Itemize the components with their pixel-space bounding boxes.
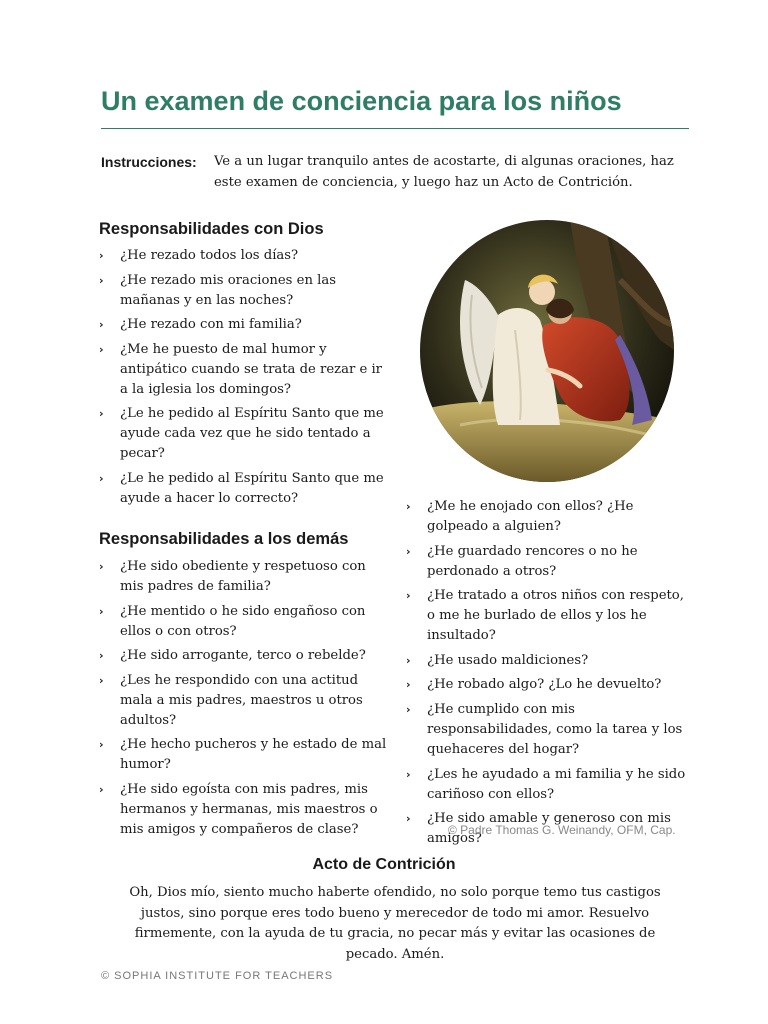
list-item — [99, 271, 389, 311]
chevron-right-icon: › — [99, 673, 104, 687]
chevron-right-icon: › — [406, 544, 411, 558]
chevron-right-icon: › — [99, 649, 104, 663]
list-item — [99, 557, 389, 597]
list-item-text: ¿Les he ayudado a mi familia y he sido cariñoso con ellos? — [427, 766, 686, 802]
chevron-right-icon: › — [99, 249, 104, 262]
list-item-text: ¿He tratado a otros niños con respeto, o me he burlado de ellos y los he insultado? — [427, 588, 684, 644]
list-item-text: ¿He sido arrogante, terco o rebelde? — [120, 648, 366, 664]
chevron-right-icon: › — [406, 812, 411, 826]
chevron-right-icon: › — [99, 342, 104, 356]
title-divider — [101, 128, 689, 129]
list-item — [99, 780, 389, 840]
footer-copyright: © SOPHIA INSTITUTE FOR TEACHERS — [101, 970, 334, 982]
chevron-right-icon: › — [99, 273, 104, 287]
list-item-text: ¿He sido amable y generoso con mis amigos? — [427, 811, 671, 847]
list-item — [99, 646, 389, 666]
list-item-text: ¿Le he pedido al Espíritu Santo que me ayude a hacer lo correcto? — [120, 470, 384, 506]
list-item — [99, 246, 389, 266]
list-item-text: ¿He cumplido con mis responsabilidades, como la tarea y los quehaceres del hogar? — [427, 701, 683, 757]
list-item — [99, 469, 389, 509]
list-item-text: ¿He hecho pucheros y he estado de mal humor? — [120, 737, 387, 773]
list-item — [99, 340, 389, 400]
section-heading-god: Responsabilidades con Dios — [99, 220, 324, 238]
instructions-text: Ve a un lugar tranquilo antes de acostarte, di algunas oraciones, haz este examen de conciencia, y luego haz un Acto de Contrición. — [214, 154, 674, 190]
list-item — [406, 765, 696, 805]
list-others-continued — [406, 497, 696, 854]
list-item-text: ¿He robado algo? ¿Lo he devuelto? — [427, 677, 662, 693]
chevron-right-icon: › — [99, 604, 104, 618]
list-item — [406, 542, 696, 582]
list-item — [406, 497, 696, 537]
chevron-right-icon: › — [406, 767, 411, 781]
list-item-text: ¿He rezado con mi familia? — [120, 317, 302, 333]
chevron-right-icon: › — [99, 738, 104, 752]
list-item-text: ¿Le he pedido al Espíritu Santo que me ayude cada vez que he sido tentado a pecar? — [120, 406, 384, 462]
list-item — [99, 315, 389, 335]
acto-heading: Acto de Contrición — [312, 856, 456, 873]
list-others — [99, 557, 389, 845]
list-item — [406, 586, 696, 646]
list-item-text: ¿He rezado mis oraciones en las mañanas y en las noches? — [120, 272, 336, 308]
chevron-right-icon: › — [406, 500, 411, 513]
chevron-right-icon: › — [99, 407, 104, 421]
list-item-text: ¿He sido egoísta con mis padres, mis hermanos y hermanas, mis maestros o mis amigos y compañeros de clase? — [120, 781, 378, 837]
list-item-text: ¿Me he puesto de mal humor y antipático cuando se trata de rezar e ir a la iglesia los domingos? — [120, 341, 382, 397]
instructions-label: Instrucciones: — [101, 154, 197, 170]
list-item — [406, 700, 696, 760]
list-item-text: ¿Me he enojado con ellos? ¿He golpeado a alguien? — [427, 499, 634, 534]
list-item-text: ¿He usado maldiciones? — [427, 652, 589, 668]
list-item — [406, 675, 696, 695]
list-item — [99, 404, 389, 464]
gethsemane-illustration — [420, 220, 674, 482]
chevron-right-icon: › — [99, 318, 104, 332]
chevron-right-icon: › — [99, 471, 104, 485]
chevron-right-icon: › — [406, 589, 411, 603]
list-item-text: ¿He mentido o he sido engañoso con ellos o con otros? — [120, 603, 366, 639]
list-item-text: ¿He sido obediente y respetuoso con mis padres de familia? — [120, 559, 366, 594]
page-title: Un examen de conciencia para los niños — [101, 86, 622, 116]
chevron-right-icon: › — [99, 782, 104, 796]
illustration-svg — [420, 220, 674, 482]
list-item — [99, 602, 389, 642]
chevron-right-icon: › — [406, 702, 411, 716]
section-heading-others: Responsabilidades a los demás — [99, 530, 349, 548]
acto-text: Oh, Dios mío, siento mucho haberte ofendido, no solo porque temo tus castigos justos, sino porque eres todo bueno y merecedor de todo mi amor. Resuelvo firmemente, con la ayuda de tu gracia, no pecar más y evitar las ocasiones de pecado. Amén. — [129, 885, 661, 962]
list-god — [99, 246, 389, 514]
list-item-text: ¿He guardado rencores o no he perdonado a otros? — [427, 543, 638, 579]
list-item-text: ¿Les he respondido con una actitud mala a mis padres, maestros u otros adultos? — [120, 672, 363, 728]
chevron-right-icon: › — [99, 560, 104, 573]
list-item — [99, 671, 389, 731]
list-item — [99, 735, 389, 775]
chevron-right-icon: › — [406, 653, 411, 667]
art-credit: © Padre Thomas G. Weinandy, OFM, Cap. — [448, 823, 676, 837]
list-item — [406, 651, 696, 671]
list-item-text: ¿He rezado todos los días? — [120, 248, 299, 263]
chevron-right-icon: › — [406, 678, 411, 692]
